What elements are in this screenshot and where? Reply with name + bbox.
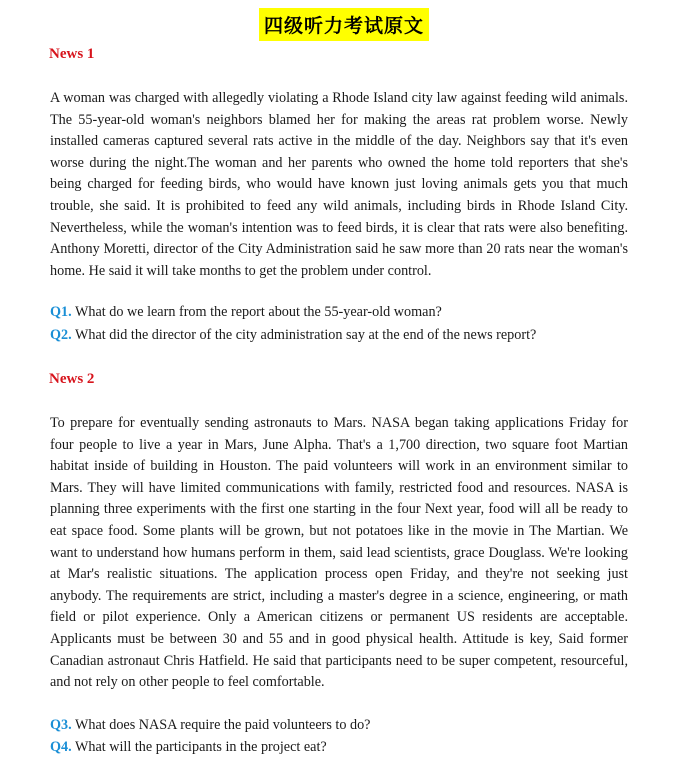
news-1-heading: News 1 xyxy=(49,46,95,62)
question-1-number: Q1. xyxy=(50,304,72,320)
question-4 xyxy=(50,739,327,756)
question-1 xyxy=(50,304,442,321)
question-3-number: Q3. xyxy=(50,717,72,733)
question-4-number: Q4. xyxy=(50,739,72,755)
question-2 xyxy=(50,327,536,344)
title-bar xyxy=(0,8,688,41)
question-3 xyxy=(50,717,370,734)
question-4-text: What will the participants in the project eat? xyxy=(71,739,327,755)
question-2-number: Q2. xyxy=(50,327,72,343)
page-title: 四级听力考试原文 xyxy=(259,8,429,41)
question-3-text: What does NASA require the paid volunteers to do? xyxy=(71,717,371,733)
news-2-heading: News 2 xyxy=(49,371,95,387)
news-2-paragraph: To prepare for eventually sending astronauts to Mars. NASA began taking applications Friday for four people to live a year in Mars, June Alpha. That's a 1,700 direction, two square foot Martian habitat inside of building in Houston. The paid volunteers will work in an environment similar to Mars. They will have limited communications with family, restricted food and resources. NASA is planning three experiments with the first one starting in the four Next year, food will all be ready to eat space food. Some plants will be grown, but not potatoes like in the movie in The Martian. We want to understand how humans perform in them, said lead scientists, grace Douglass. We're looking at Mar's realistic situations. The application process open Friday, and they're not seeking just anybody. The requirements are strict, including a master's degree in a science, engineering, or math field or pilot experience. Only a American citizens or permanent US residents are acceptable. Applicants must be between 30 and 55 and in good physical health. Attitude is key, Said former Canadian astronaut Chris Hatfield. He said that participants need to be super competent, resourceful, and not rely on other people to feel comfortable. xyxy=(50,415,628,691)
news-1-paragraph: A woman was charged with allegedly violating a Rhode Island city law against feeding wild animals. The 55-year-old woman's neighbors blamed her for making the areas rat problem worse. Newly installed cameras captured several rats active in the middle of the day. Neighbors say that it's even worse during the night.The woman and her parents who owned the home told reporters that she's being charged for feeding birds, who would have known just loving animals gets you that much trouble, she said. It is prohibited to feed any wild animals, including birds in Rhode Island City. Nevertheless, while the woman's intention was to feed birds, it is clear that rats were also benefiting. Anthony Moretti, director of the City Administration said he saw more than 20 rats near the woman's home. He said it will take months to get the problem under control. xyxy=(50,90,628,279)
question-2-text: What did the director of the city administration say at the end of the news report? xyxy=(71,327,537,343)
question-1-text: What do we learn from the report about the 55-year-old woman? xyxy=(71,304,442,320)
